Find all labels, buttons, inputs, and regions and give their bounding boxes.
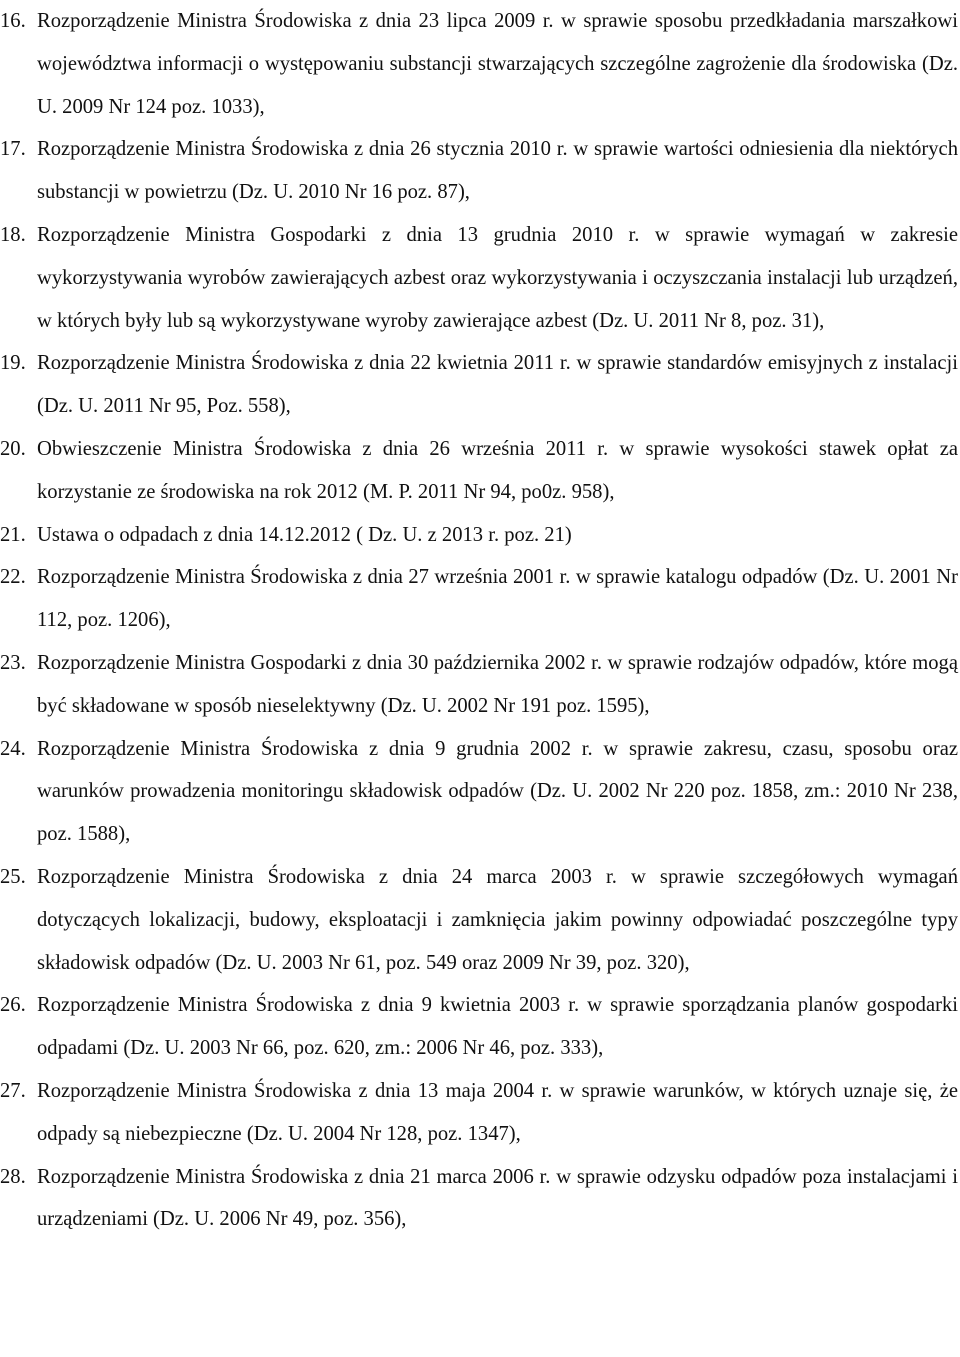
item-text: Rozporządzenie Ministra Środowiska z dnia 22 kwietnia 2011 r. w sprawie standardów emisyjnych z instalacji (Dz. U. 2011 Nr 95, Poz. 558), (37, 352, 958, 418)
item-number: 23. (0, 651, 26, 674)
item-text: Rozporządzenie Ministra Środowiska z dnia 13 maja 2004 r. w sprawie warunków, w których uznaje się, że odpady są niebezpieczne (Dz. U. 2004 Nr 128, poz. 1347), (37, 1079, 958, 1145)
item-number: 19. (0, 352, 26, 375)
list-item (0, 642, 960, 728)
item-text: Ustawa o odpadach z dnia 14.12.2012 ( Dz. U. z 2013 r. poz. 21) (37, 523, 572, 546)
item-number: 17. (0, 138, 26, 161)
list-item (0, 984, 960, 1070)
item-number: 20. (0, 437, 26, 460)
item-text: Rozporządzenie Ministra Gospodarki z dnia 30 października 2002 r. w sprawie rodzajów odpadów, które mogą być składowane w sposób nieselektywny (Dz. U. 2002 Nr 191 poz. 1595), (37, 651, 958, 717)
item-text: Rozporządzenie Ministra Środowiska z dnia 27 września 2001 r. w sprawie katalogu odpadów (Dz. U. 2001 Nr 112, poz. 1206), (37, 566, 958, 632)
list-item (0, 214, 960, 342)
item-number: 28. (0, 1165, 26, 1188)
list-item (0, 514, 960, 557)
item-number: 18. (0, 223, 26, 246)
item-text: Rozporządzenie Ministra Gospodarki z dnia 13 grudnia 2010 r. w sprawie wymagań w zakresie wykorzystywania wyrobów zawierających azbest oraz wykorzystywania i oczyszczania instalacji lub urządzeń, w których były lub są wykorzystywane wyroby zawierające azbest (Dz. U. 2011 Nr 8, poz. 31), (37, 223, 958, 332)
list-item (0, 0, 960, 128)
item-text: Obwieszczenie Ministra Środowiska z dnia 26 września 2011 r. w sprawie wysokości stawek opłat za korzystanie ze środowiska na rok 2012 (M. P. 2011 Nr 94, po0z. 958), (37, 437, 958, 503)
item-number: 24. (0, 737, 26, 760)
list-item (0, 1070, 960, 1156)
item-number: 22. (0, 566, 26, 589)
list-item (0, 556, 960, 642)
item-text: Rozporządzenie Ministra Środowiska z dnia 26 stycznia 2010 r. w sprawie wartości odniesienia dla niektórych substancji w powietrzu (Dz. U. 2010 Nr 16 poz. 87), (37, 138, 958, 204)
item-text: Rozporządzenie Ministra Środowiska z dnia 9 kwietnia 2003 r. w sprawie sporządzania planów gospodarki odpadami (Dz. U. 2003 Nr 66, poz. 620, zm.: 2006 Nr 46, poz. 333), (37, 994, 958, 1060)
list-item (0, 1156, 960, 1242)
item-text: Rozporządzenie Ministra Środowiska z dnia 21 marca 2006 r. w sprawie odzysku odpadów poza instalacjami i urządzeniami (Dz. U. 2006 Nr 49, poz. 356), (37, 1165, 958, 1231)
list-item (0, 856, 960, 984)
item-text: Rozporządzenie Ministra Środowiska z dnia 23 lipca 2009 r. w sprawie sposobu przedkładania marszałkowi województwa informacji o występowaniu substancji stwarzających szczególne zagrożenie dla środowiska (Dz. U. 2009 Nr 124 poz. 1033), (37, 10, 958, 118)
list-item (0, 428, 960, 514)
item-number: 27. (0, 1079, 26, 1102)
item-text: Rozporządzenie Ministra Środowiska z dnia 24 marca 2003 r. w sprawie szczegółowych wymagań dotyczących lokalizacji, budowy, eksploatacji i zamknięcia jakim powinny odpowiadać poszczególne typy składowisk odpadów (Dz. U. 2003 Nr 61, poz. 549 oraz 2009 Nr 39, poz. 320), (37, 865, 958, 974)
item-number: 25. (0, 865, 26, 888)
list-item (0, 128, 960, 214)
item-number: 26. (0, 994, 26, 1017)
list-item (0, 342, 960, 428)
item-number: 21. (0, 523, 26, 546)
item-number: 16. (0, 10, 26, 32)
list-item (0, 728, 960, 856)
item-text: Rozporządzenie Ministra Środowiska z dnia 9 grudnia 2002 r. w sprawie zakresu, czasu, sposobu oraz warunków prowadzenia monitoringu składowisk odpadów (Dz. U. 2002 Nr 220 poz. 1858, zm.: 2010 Nr 238, poz. 1588), (37, 737, 958, 846)
